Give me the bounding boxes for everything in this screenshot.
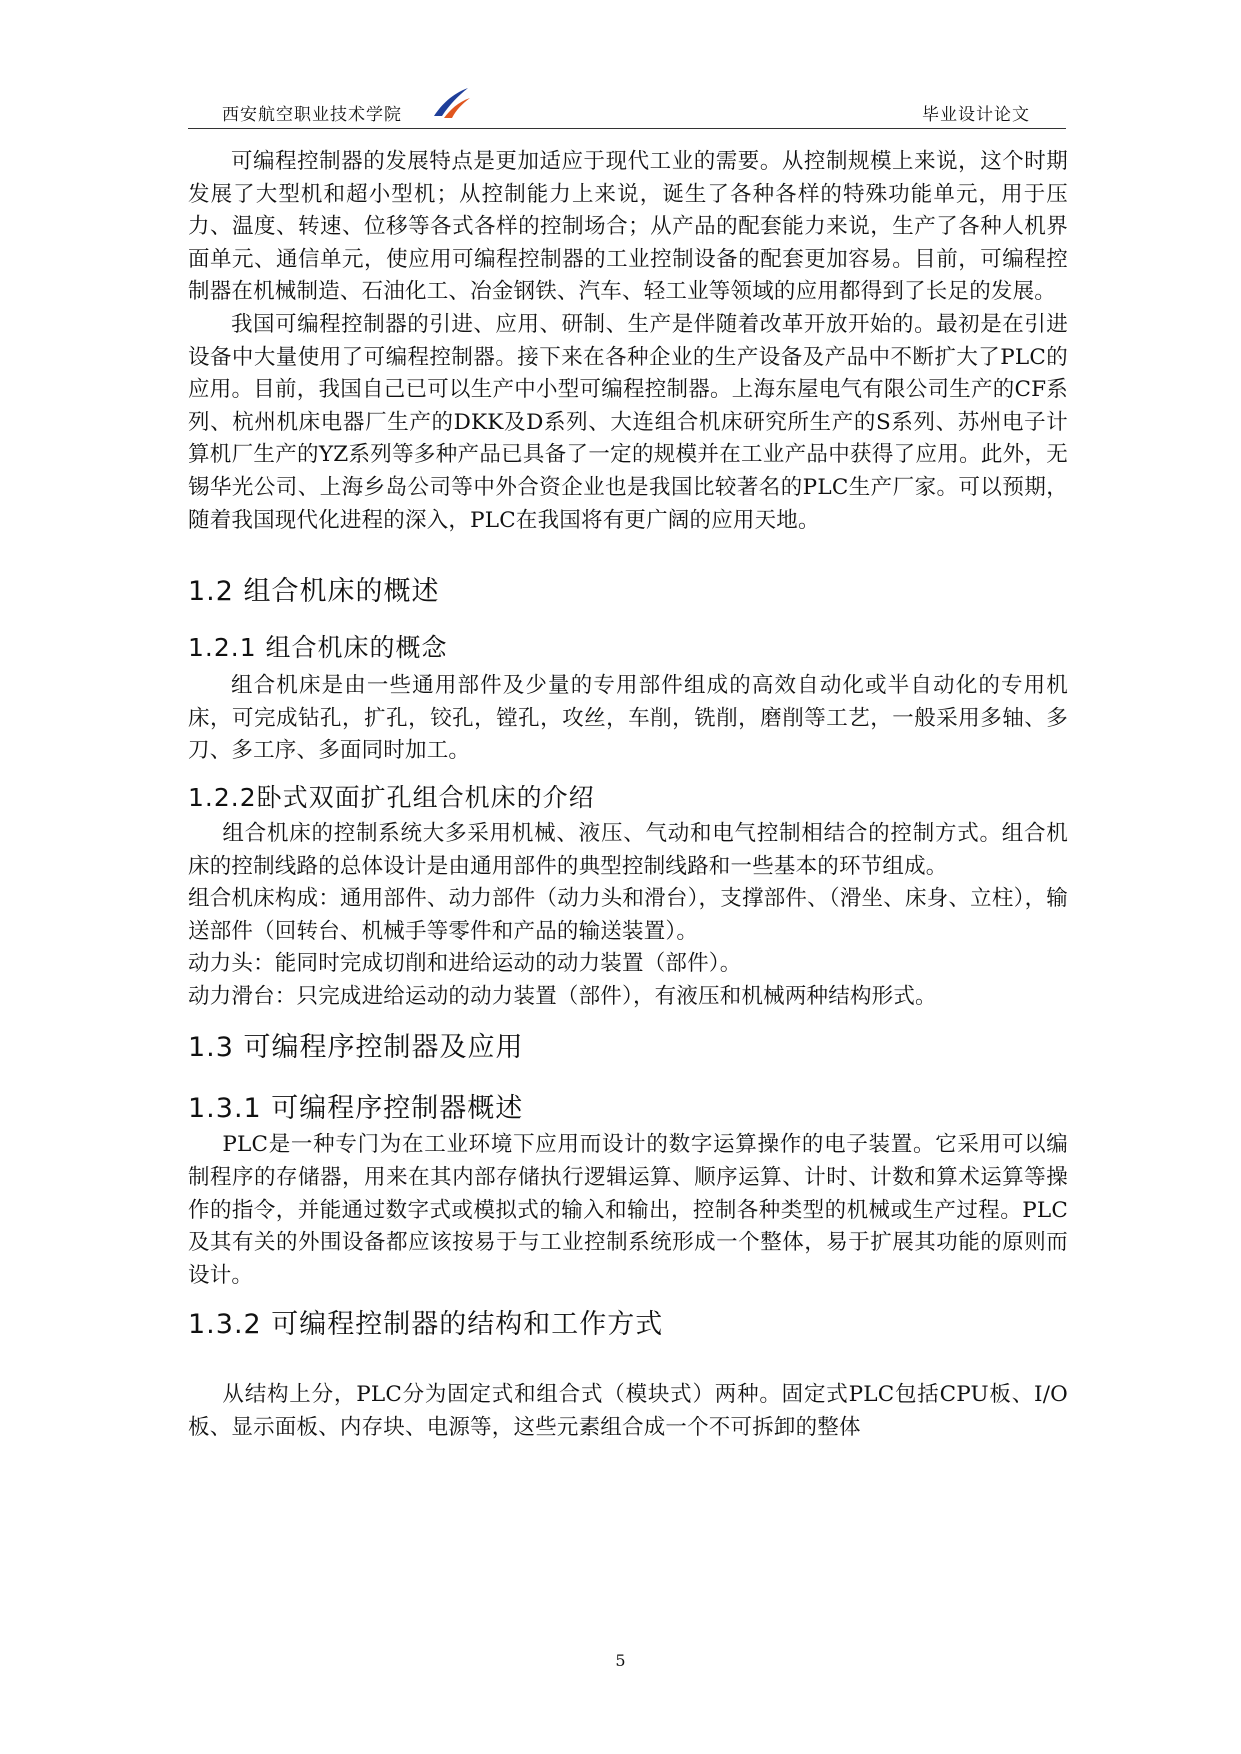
paragraph-machine-concept: 组合机床是由一些通用部件及少量的专用部件组成的高效自动化或半自动化的专用机床，可完成钻孔，扩孔，铰孔，镗孔，攻丝，车削，铣削，磨削等工艺，一般采用多轴、多刀、多工序、多面同时加工。 [188,673,1068,764]
paragraph-plc-development: 可编程控制器的发展特点是更加适应于现代工业的需要。从控制规模上来说，这个时期发展了大型机和超小型机；从控制能力上来说，诞生了各种各样的特殊功能单元，用于压力、温度、转速、位移等各式各样的控制场合；从产品的配套能力来说，生产了各种人机界面单元、通信单元，使应用可编程控制器的工业控制设备的配套更加容易。目前，可编程控制器在机械制造、石油化工、冶金钢铁、汽车、轻工业等领域的应用都得到了长足的发展。 [188,149,1068,305]
institution-logo-icon [430,86,472,120]
paragraph-plc-structure: 从结构上分，PLC分为固定式和组合式（模块式）两种。固定式PLC包括CPU板、I/O板、显示面板、内存块、电源等，这些元素组合成一个不可拆卸的整体 [188,1382,1068,1441]
paragraph-control-system: 组合机床的控制系统大多采用机械、液压、气动和电气控制相结合的控制方式。组合机床的控制线路的总体设计是由通用部件的典型控制线路和一些基本的环节组成。 [188,820,1068,879]
section-heading-1-3-2: 1.3.2 可编程控制器的结构和工作方式 [188,1309,664,1341]
section-heading-1-2: 1.2 组合机床的概述 [188,576,440,608]
section-heading-1-2-1: 1.2.1 组合机床的概念 [188,633,448,663]
paragraph-plc-china: 我国可编程控制器的引进、应用、研制、生产是伴随着改革开放开始的。最初是在引进设备中大量使用了可编程控制器。接下来在各种企业的生产设备及产品中不断扩大了PLC的应用。目前，我国自己已可以生产中小型可编程控制器。上海东屋电气有限公司生产的CF系列、杭州机床电器厂生产的DKK及D系列、大连组合机床研究所生产的S系列、苏州电子计算机厂生产的YZ系列等多种产品已具备了一定的规模并在工业产品中获得了应用。此外，无锡华光公司、上海乡岛公司等中外合资企业也是我国比较著名的PLC生产厂家。可以预期，随着我国现代化进程的深入，PLC在我国将有更广阔的应用天地。 [188,311,1068,533]
institution-name: 西安航空职业技术学院 [222,105,402,125]
paragraph-plc-overview: PLC是一种专门为在工业环境下应用而设计的数字运算操作的电子装置。它采用可以编制程序的存储器，用来在其内部存储执行逻辑运算、顺序运算、计时、计数和算术运算等操作的指令，并能通过数字式或模拟式的输入和输出，控制各种类型的机械或生产过程。PLC及其有关的外围设备都应该按易于与工业控制系统形成一个整体，易于扩展其功能的原则而设计。 [188,1132,1068,1288]
paragraph-power-slide: 动力滑台：只完成进给运动的动力装置（部件），有液压和机械两种结构形式。 [188,983,937,1009]
document-type: 毕业设计论文 [922,105,1030,125]
paragraph-power-head: 动力头：能同时完成切削和进给运动的动力装置（部件）。 [188,951,742,977]
page-header [188,98,1066,129]
section-heading-1-3-1: 1.3.1 可编程序控制器概述 [188,1093,524,1125]
page-body [188,146,1068,1445]
page-number: 5 [615,1651,626,1670]
section-heading-1-2-2: 1.2.2卧式双面扩孔组合机床的介绍 [188,782,595,812]
paragraph-machine-composition: 组合机床构成：通用部件、动力部件（动力头和滑台），支撑部件、（滑坐、床身、立柱），输送部件（回转台、机械手等零件和产品的输送装置）。 [188,886,1068,944]
section-heading-1-3: 1.3 可编程序控制器及应用 [188,1032,524,1064]
